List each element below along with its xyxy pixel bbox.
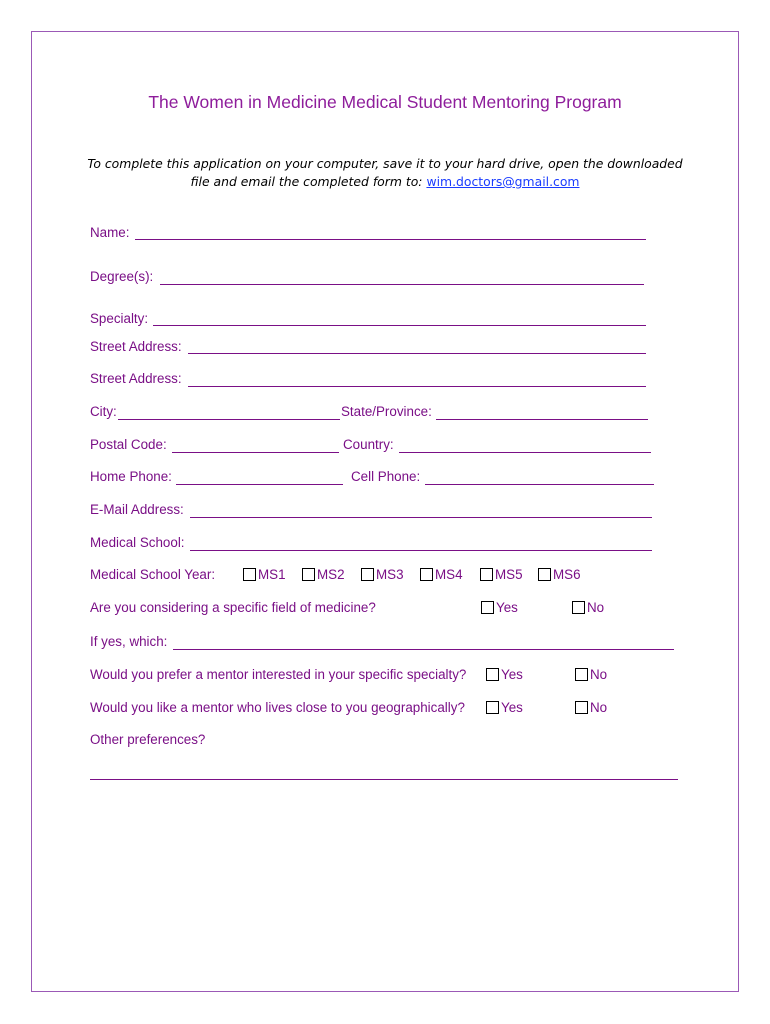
email-link[interactable]: wim.doctors@gmail.com: [426, 174, 580, 189]
ms2-label: MS2: [317, 567, 345, 582]
instructions: [80, 155, 690, 191]
specific-field-yes-label: Yes: [496, 600, 518, 615]
degrees-label: Degree(s):: [90, 269, 154, 284]
ms2-checkbox[interactable]: [302, 568, 315, 581]
city-field[interactable]: [118, 419, 340, 420]
specialty-preference-no-label: No: [590, 667, 608, 682]
street-address-label-2: Street Address:: [90, 371, 182, 386]
ms5-checkbox[interactable]: [480, 568, 493, 581]
specialty-field[interactable]: [153, 325, 646, 326]
medical-school-label: Medical School:: [90, 535, 185, 550]
geographic-preference-yes-label: Yes: [501, 700, 523, 715]
instructions-text: To complete this application on your computer, save it to your hard drive, open the downloaded file and email the completed form to:: [87, 156, 683, 189]
specific-field-yes-checkbox[interactable]: [481, 601, 494, 614]
email-field[interactable]: [190, 517, 652, 518]
ms3-label: MS3: [376, 567, 404, 582]
geographic-preference-no-label: No: [590, 700, 608, 715]
geographic-preference-question: Would you like a mentor who lives close to you geographically?: [90, 700, 465, 715]
email-label: E-Mail Address:: [90, 502, 184, 517]
ms1-label: MS1: [258, 567, 286, 582]
ms1-checkbox[interactable]: [243, 568, 256, 581]
form-title: The Women in Medicine Medical Student Mentoring Program: [148, 92, 622, 112]
ms4-label: MS4: [435, 567, 463, 582]
country-field[interactable]: [399, 452, 651, 453]
ms5-label: MS5: [495, 567, 523, 582]
ms3-checkbox[interactable]: [361, 568, 374, 581]
specialty-label: Specialty:: [90, 311, 149, 326]
state-field[interactable]: [436, 419, 648, 420]
cell-phone-field[interactable]: [425, 484, 654, 485]
medical-school-field[interactable]: [190, 550, 652, 551]
postal-code-field[interactable]: [172, 452, 339, 453]
ms6-label: MS6: [553, 567, 581, 582]
medical-school-year-label: Medical School Year:: [90, 567, 216, 582]
specific-field-no-checkbox[interactable]: [572, 601, 585, 614]
geographic-preference-yes-checkbox[interactable]: [486, 701, 499, 714]
other-preferences-label: Other preferences?: [90, 732, 206, 747]
ms6-checkbox[interactable]: [538, 568, 551, 581]
postal-code-label: Postal Code:: [90, 437, 167, 452]
street-address-field-2[interactable]: [188, 386, 646, 387]
specific-field-no-label: No: [587, 600, 605, 615]
name-field[interactable]: [135, 239, 646, 240]
specialty-preference-no-checkbox[interactable]: [575, 668, 588, 681]
specialty-preference-yes-checkbox[interactable]: [486, 668, 499, 681]
specialty-preference-question: Would you prefer a mentor interested in your specific specialty?: [90, 667, 467, 682]
country-label: Country:: [343, 437, 394, 452]
ms4-checkbox[interactable]: [420, 568, 433, 581]
if-yes-which-field[interactable]: [173, 649, 674, 650]
cell-phone-label: Cell Phone:: [351, 469, 421, 484]
street-address-field-1[interactable]: [188, 353, 646, 354]
geographic-preference-no-checkbox[interactable]: [575, 701, 588, 714]
if-yes-which-label: If yes, which:: [90, 634, 168, 649]
degrees-field[interactable]: [160, 284, 644, 285]
home-phone-field[interactable]: [176, 484, 343, 485]
specific-field-question: Are you considering a specific field of medicine?: [90, 600, 376, 615]
specialty-preference-yes-label: Yes: [501, 667, 523, 682]
state-label: State/Province:: [341, 404, 432, 419]
name-label: Name:: [90, 225, 130, 240]
home-phone-label: Home Phone:: [90, 469, 172, 484]
street-address-label-1: Street Address:: [90, 339, 182, 354]
city-label: City:: [90, 404, 117, 419]
other-preferences-field[interactable]: [90, 779, 678, 780]
